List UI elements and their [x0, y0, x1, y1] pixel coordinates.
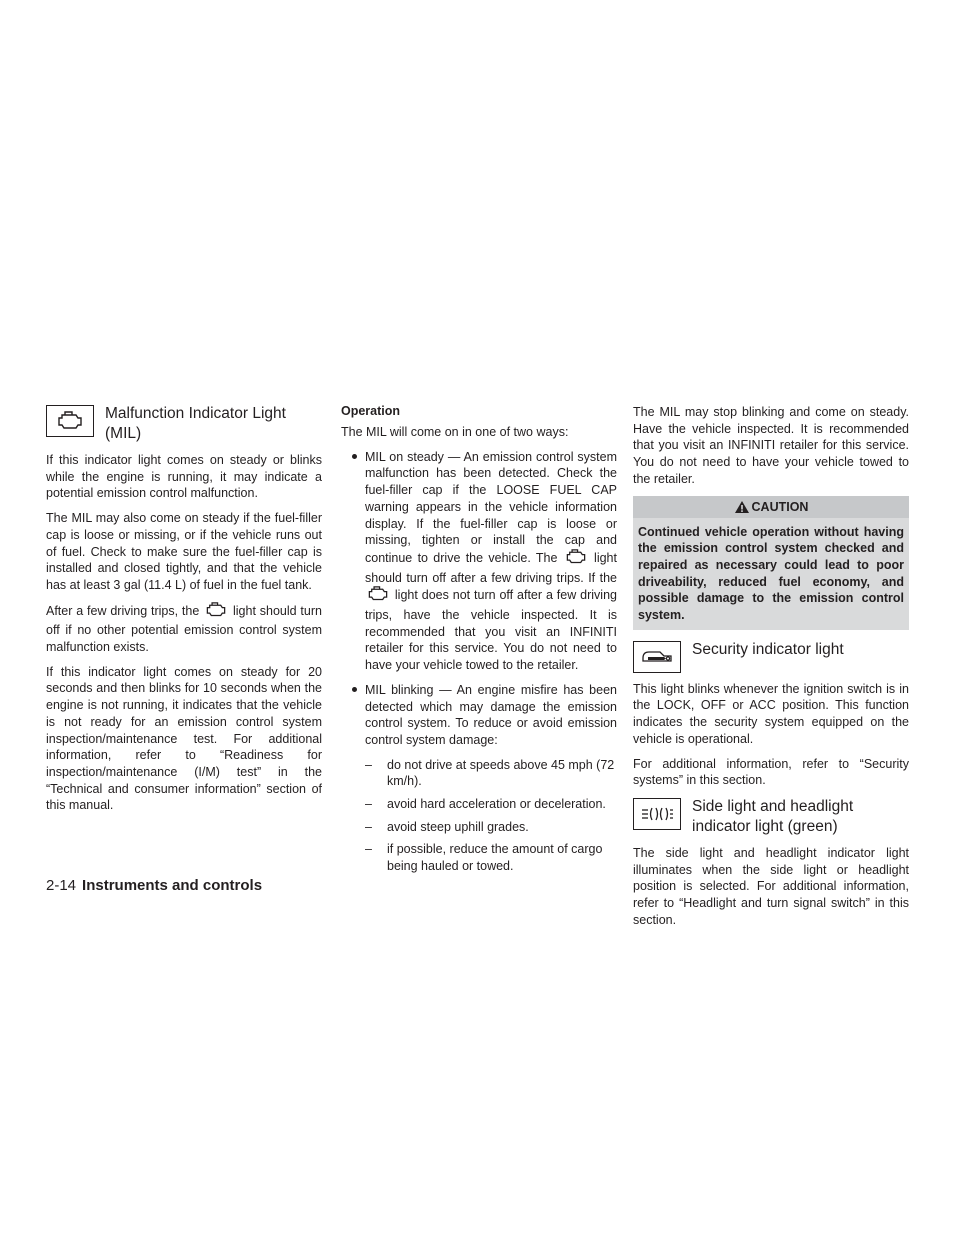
operation-intro: The MIL will come on in one of two ways: [341, 425, 569, 439]
bullet1-part-c: light does not turn off after a few driving trips, have the vehicle inspected. It is recommended that you visit an INFINITI retailer for this service. You do not need to have your vehicle towed to the retailer. [365, 588, 617, 673]
security-paragraph-2: For additional information, refer to “Security systems” in this section. [633, 756, 909, 788]
mil-heading-text: Malfunction Indicator Light (MIL) [105, 405, 286, 442]
bullet-mil-steady [341, 449, 617, 674]
page-footer [46, 877, 262, 894]
dash-mark: – [365, 797, 372, 812]
dash-item-text: do not drive at speeds above 45 mph (72 km/h). [387, 757, 615, 789]
caution-title-text: CAUTION [751, 499, 809, 514]
section-title: Instruments and controls [82, 877, 263, 894]
caution-title [633, 496, 909, 518]
bullet-mil-steady-text [365, 449, 617, 674]
bullet-dot-icon [352, 454, 357, 459]
engine-check-icon [46, 405, 94, 437]
bullet-dot-icon [352, 687, 357, 692]
side-light-heading [633, 797, 909, 837]
bullet-mil-blinking [341, 682, 617, 749]
bullet1-part-a: MIL on steady — An emission control system malfunction has been detected. Check the fuel-filler cap if the LOOSE FUEL CAP warning appears in the vehicle information display. If the fuel-filler cap is loose or missing, tighten or install the cap and continue to drive the vehicle. The [365, 449, 617, 565]
page-number: 2-14 [46, 877, 77, 894]
mil-paragraph-2: The MIL may also come on steady if the fuel-filler cap is loose or missing, or if the vehicle runs out of fuel. Check to make sure the fuel-filler cap is installed and closed tightly, and that the vehicle has at least 3 gal (11.4 L) of fuel in the fuel tank. [46, 511, 322, 592]
engine-check-inline-icon [565, 549, 587, 570]
mil-stop-blinking-paragraph: The MIL may stop blinking and come on steady. Have the vehicle inspected. It is recommended that you visit an INFINITI retailer for this service. You do not need to have your vehicle towed to the retailer. [633, 405, 909, 486]
column-right [633, 404, 909, 936]
dash-item-text: avoid hard acceleration or deceleration. [387, 797, 606, 812]
column-middle [341, 404, 617, 881]
warning-triangle-icon [734, 500, 750, 514]
dash-item [365, 757, 617, 790]
dash-mark: – [365, 757, 372, 772]
caution-text: Continued vehicle operation without having the emission control system checked and repaired as necessary could lead to poor driveability, reduced fuel economy, and possible damage to the emission control system. [638, 524, 904, 623]
mil-paragraph-3 [46, 602, 322, 656]
side-light-icon [633, 798, 681, 830]
mil-paragraph-3-start: After a few driving trips, the [46, 603, 200, 618]
mil-heading [46, 404, 322, 444]
bullet-mil-blinking-text: MIL blinking — An engine misfire has been detected which may damage the emission control system. To reduce or avoid emission control system damage: [365, 682, 617, 747]
dash-item-text: if possible, reduce the amount of cargo being hauled or towed. [387, 842, 603, 874]
security-paragraph-1: This light blinks whenever the ignition switch is in the LOCK, OFF or ACC position. This function indicates the security system equipped on the vehicle is operational. [633, 681, 909, 746]
operation-subheading: Operation [341, 404, 401, 418]
security-heading-text: Security indicator light [692, 640, 844, 658]
dash-mark: – [365, 819, 372, 834]
engine-check-inline-icon [205, 602, 227, 623]
security-heading [633, 640, 909, 673]
dash-item-text: avoid steep uphill grades. [387, 819, 529, 834]
dash-item [365, 819, 617, 836]
bullet1-part-b: light should turn off after a few driving trips. If the [365, 550, 617, 585]
mil-paragraph-3-end: light should turn off if no other potential emission control system malfunction exists. [46, 603, 322, 655]
engine-check-inline-icon [367, 586, 389, 607]
dash-item [365, 796, 617, 813]
column-left [46, 404, 322, 822]
dash-item [365, 841, 617, 874]
side-light-paragraph: The side light and headlight indicator light illuminates when the side light or headlight position is selected. For additional information, refer to “Headlight and turn signal switch” in this section. [633, 845, 909, 927]
mil-paragraph-1: If this indicator light comes on steady or blinks while the engine is running, it may indicate a potential emission control malfunction. [46, 453, 322, 501]
dash-mark: – [365, 842, 372, 857]
caution-box [633, 496, 909, 630]
side-light-heading-text: Side light and headlight indicator light (green) [692, 797, 854, 835]
security-key-icon [633, 641, 681, 673]
mil-paragraph-4: If this indicator light comes on steady for 20 seconds and then blinks for 10 seconds when the engine is not running, it indicates that the vehicle is not ready for an emission control system inspection/maintenance test. For additional information, refer to “Readiness for inspection/maintenance (I/M) test” in the “Technical and consumer information” section of this manual. [46, 664, 322, 813]
